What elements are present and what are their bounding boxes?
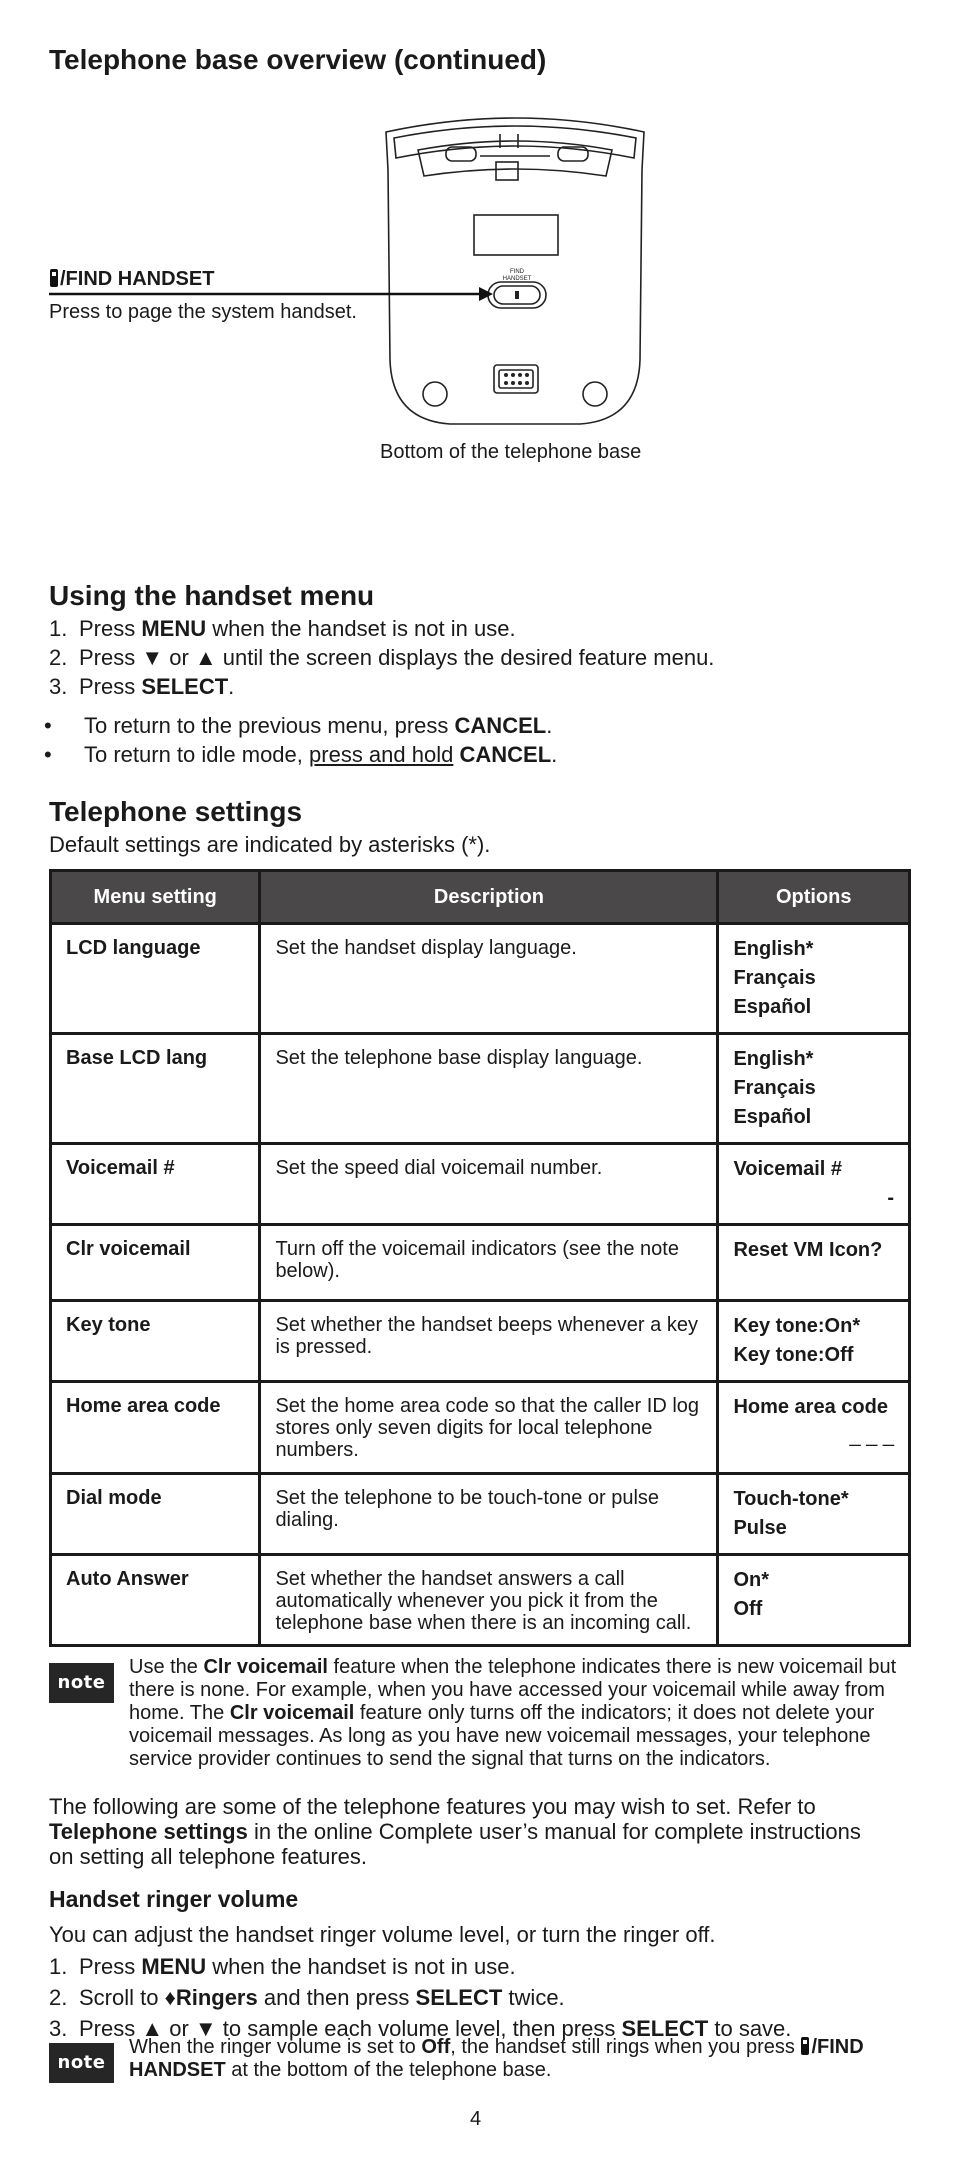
tip-item: • To return to idle mode, press and hold CANCEL. — [44, 742, 558, 767]
column-header: Description — [260, 871, 718, 924]
note-ringer-off: When the ringer volume is set to Off, the handset still rings when you press /FIND HANDSET at the bottom of the telephone base. — [129, 2036, 864, 2081]
setting-description: Set whether the handset beeps whenever a key is pressed. — [260, 1301, 718, 1382]
tip-item: • To return to the previous menu, press CANCEL. — [44, 713, 553, 738]
setting-description: Set the telephone base display language. — [260, 1034, 718, 1144]
table-row — [51, 1144, 910, 1225]
handset-icon — [49, 269, 59, 287]
setting-name: Key tone — [51, 1301, 260, 1382]
setting-description: Set whether the handset answers a call automatically whenever you pick it from the telephone base when there is an incoming call. — [260, 1555, 718, 1646]
handset-menu-heading: Using the handset menu — [49, 580, 375, 611]
find-label-line1: FIND — [510, 269, 524, 275]
setting-name: Dial mode — [51, 1474, 260, 1555]
setting-name: Clr voicemail — [51, 1225, 260, 1301]
telephone-settings-heading: Telephone settings — [49, 796, 303, 827]
setting-options: English* Français Español — [718, 924, 910, 1034]
handset-menu-steps — [49, 614, 714, 701]
step-item: 2. Press ▼ or ▲ until the screen displays the desired feature menu. — [49, 645, 715, 670]
table-row — [51, 1225, 910, 1301]
page-number: 4 — [470, 2108, 482, 2130]
setting-options: Home area code _ _ _ — [718, 1382, 910, 1474]
voicemail-number-placeholder: - — [887, 1187, 894, 1209]
features-intro: The following are some of the telephone features you may wish to set. Refer to Telephone settings in the online Complete user’s manual for complete instructions on setting all telephone features. — [49, 1794, 861, 1869]
setting-options: Touch-tone* Pulse — [718, 1474, 910, 1555]
figure-caption: Bottom of the telephone base — [380, 441, 642, 463]
note-badge: note — [49, 2043, 114, 2083]
handset-icon — [800, 2037, 810, 2055]
table-row — [51, 1555, 910, 1646]
handset-menu-tips — [42, 711, 557, 769]
setting-name: Home area code — [51, 1382, 260, 1474]
setting-options: Reset VM Icon? — [718, 1225, 910, 1301]
page-title: Telephone base overview (continued) — [49, 44, 547, 75]
telephone-base-illustration — [370, 110, 660, 440]
setting-options: Key tone:On* Key tone:Off — [718, 1301, 910, 1382]
note-clr-voicemail: Use the Clr voicemail feature when the telephone indicates there is new voicemail but there is none. For example, when you have accessed your voicemail while away from home. The Clr voicemail feature only turns off the indicators; it does not delete your voicemail messages. As long as you have new voicemail messages, your telephone service provider continues to send the signal that turns on the indicators. — [129, 1656, 897, 1770]
table-row — [51, 924, 910, 1034]
table-row — [51, 1382, 910, 1474]
setting-description: Set the handset display language. — [260, 924, 718, 1034]
column-header: Options — [718, 871, 910, 924]
setting-options: On* Off — [718, 1555, 910, 1646]
setting-description: Set the home area code so that the caller ID log stores only seven digits for local telephone numbers. — [260, 1382, 718, 1474]
ringer-steps — [49, 1951, 791, 2044]
setting-name: Voicemail # — [51, 1144, 260, 1225]
setting-description: Turn off the voicemail indicators (see the note below). — [260, 1225, 718, 1301]
ringer-volume-subtext: You can adjust the handset ringer volume level, or turn the ringer off. — [49, 1922, 716, 1947]
table-row — [51, 1034, 910, 1144]
step-item: 2. Scroll to ♦Ringers and then press SELECT twice. — [49, 1985, 565, 2010]
settings-table — [49, 869, 911, 1647]
ringer-volume-heading: Handset ringer volume — [49, 1886, 299, 1912]
find-label-line2: HANDSET — [502, 276, 532, 282]
setting-options: Voicemail # - — [718, 1144, 910, 1225]
step-item: 1. Press MENU when the handset is not in use. — [49, 616, 516, 641]
setting-description: Set the telephone to be touch-tone or pulse dialing. — [260, 1474, 718, 1555]
table-header-row — [51, 871, 910, 924]
find-handset-description: Press to page the system handset. — [49, 301, 357, 323]
find-handset-label: /FIND HANDSET — [49, 268, 214, 291]
setting-name: Auto Answer — [51, 1555, 260, 1646]
step-item: 3. Press SELECT. — [49, 674, 235, 699]
setting-name: Base LCD lang — [51, 1034, 260, 1144]
area-code-placeholder: _ _ _ — [849, 1425, 894, 1447]
table-row — [51, 1474, 910, 1555]
setting-name: LCD language — [51, 924, 260, 1034]
note-badge: note — [49, 1663, 114, 1703]
step-item: 1. Press MENU when the handset is not in use. — [49, 1954, 516, 1979]
table-row — [51, 1301, 910, 1382]
column-header: Menu setting — [51, 871, 260, 924]
setting-options: English* Français Español — [718, 1034, 910, 1144]
step-item: 3. Press ▲ or ▼ to sample each volume level, then press SELECT to save. — [49, 2016, 792, 2041]
settings-subtext: Default settings are indicated by asterisks (*). — [49, 832, 491, 857]
telephone-base-drawing — [370, 110, 660, 440]
setting-description: Set the speed dial voicemail number. — [260, 1144, 718, 1225]
